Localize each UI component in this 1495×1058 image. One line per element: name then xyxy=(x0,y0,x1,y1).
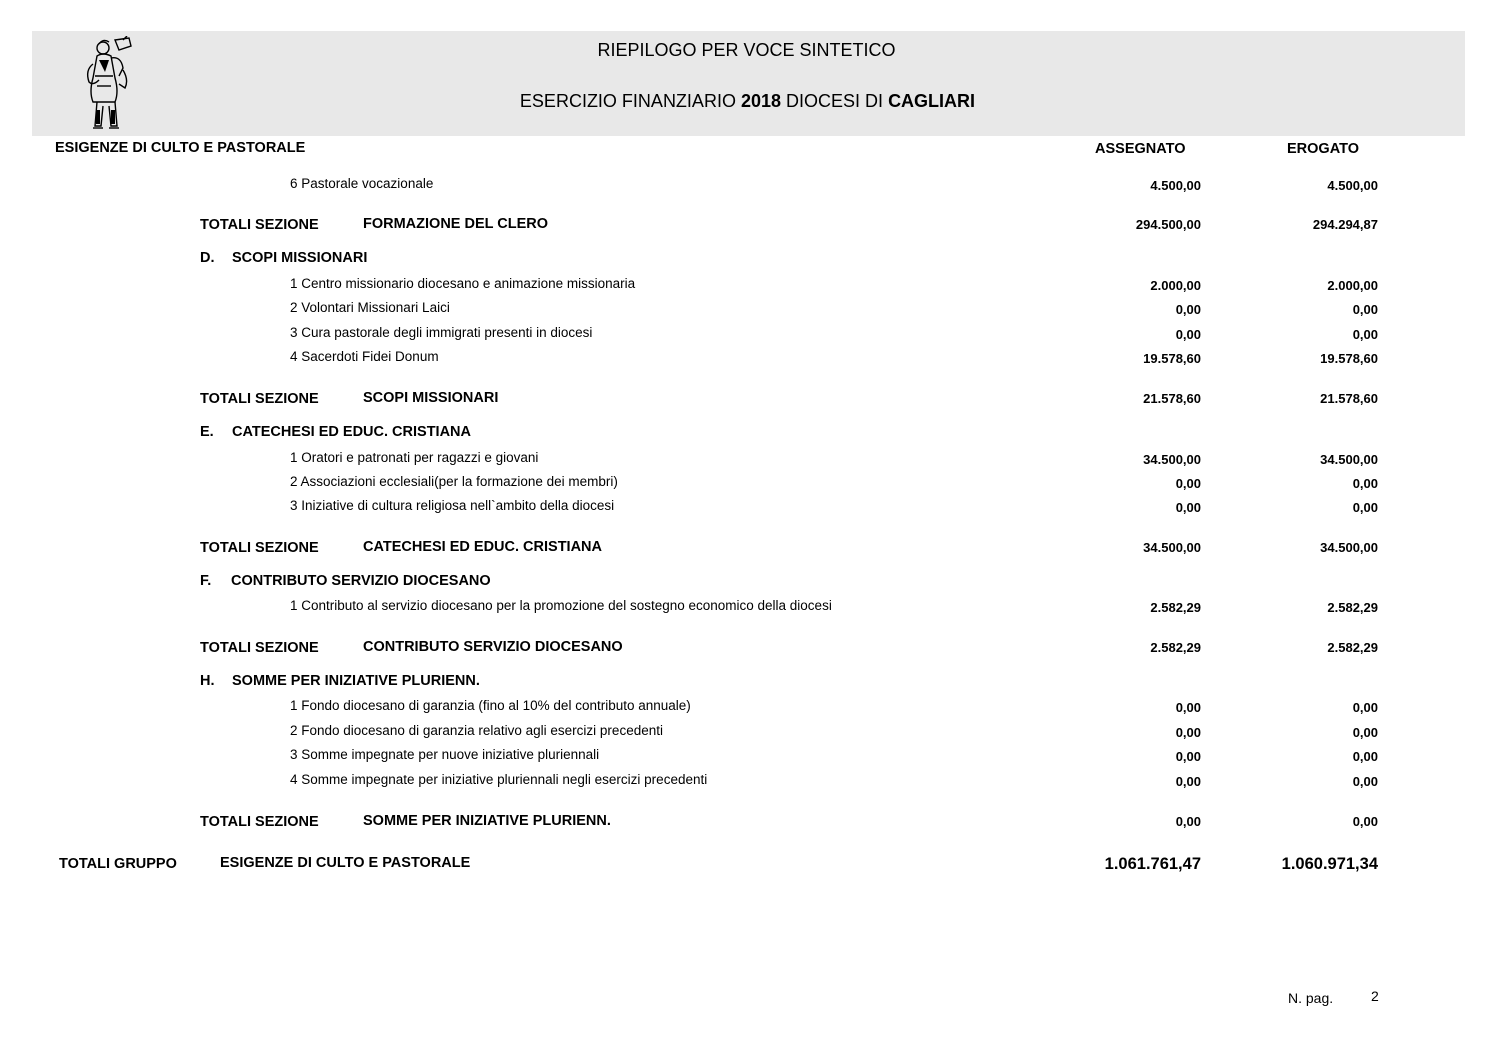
group-total-erogato: 1.060.971,34 xyxy=(1281,855,1378,873)
section-letter: F. xyxy=(200,573,212,589)
item-erogato: 34.500,00 xyxy=(1320,452,1378,467)
section-total-name: SCOPI MISSIONARI xyxy=(363,390,499,406)
section-total-label: TOTALI SEZIONE xyxy=(200,391,319,407)
item-assegnato: 34.500,00 xyxy=(1143,452,1201,467)
item-erogato: 0,00 xyxy=(1352,774,1378,789)
item-erogato: 0,00 xyxy=(1352,476,1378,491)
group-total-label: TOTALI GRUPPO xyxy=(59,856,177,872)
item-assegnato: 0,00 xyxy=(1175,327,1201,342)
section-heading: CONTRIBUTO SERVIZIO DIOCESANO xyxy=(231,573,491,589)
item-label: 2 Volontari Missionari Laici xyxy=(290,300,450,315)
item-erogato: 0,00 xyxy=(1352,500,1378,515)
item-label: 3 Cura pastorale degli immigrati presenti in diocesi xyxy=(290,325,593,340)
item-label: 6 Pastorale vocazionale xyxy=(290,176,434,191)
item-label: 1 Contributo al servizio diocesano per la promozione del sostegno economico della diocesi xyxy=(290,598,832,613)
item-erogato: 2.582,29 xyxy=(1327,600,1378,615)
section-total-name: SOMME PER INIZIATIVE PLURIENN. xyxy=(363,813,611,829)
section-total-erogato: 0,00 xyxy=(1352,814,1378,829)
group-total-name: ESIGENZE DI CULTO E PASTORALE xyxy=(220,855,471,871)
section-total-name: FORMAZIONE DEL CLERO xyxy=(363,216,549,232)
item-assegnato: 0,00 xyxy=(1175,725,1201,740)
item-assegnato: 2.582,29 xyxy=(1150,600,1201,615)
section-heading: SOMME PER INIZIATIVE PLURIENN. xyxy=(232,673,480,689)
item-assegnato: 0,00 xyxy=(1175,774,1201,789)
fiscal-year: 2018 xyxy=(740,91,782,111)
item-assegnato: 0,00 xyxy=(1175,749,1201,764)
section-letter: D. xyxy=(200,250,215,266)
item-label: 1 Centro missionario diocesano e animazione missionaria xyxy=(290,276,636,291)
section-total-assegnato: 21.578,60 xyxy=(1143,391,1201,406)
item-erogato: 0,00 xyxy=(1352,725,1378,740)
subtitle-mid: DIOCESI DI xyxy=(786,91,884,111)
item-label: 1 Oratori e patronati per ragazzi e giovani xyxy=(290,450,539,465)
column-header-erogato: EROGATO xyxy=(1287,141,1359,157)
section-letter: E. xyxy=(200,424,214,440)
section-total-label: TOTALI SEZIONE xyxy=(200,814,319,830)
section-total-name: CATECHESI ED EDUC. CRISTIANA xyxy=(363,539,602,555)
item-assegnato: 4.500,00 xyxy=(1150,178,1201,193)
item-label: 3 Somme impegnate per nuove iniziative pluriennali xyxy=(290,747,600,762)
group-title: ESIGENZE DI CULTO E PASTORALE xyxy=(55,140,306,156)
report-subtitle xyxy=(0,91,1495,112)
subtitle-prefix: ESERCIZIO FINANZIARIO xyxy=(519,91,736,111)
item-label: 1 Fondo diocesano di garanzia (fino al 10% del contributo annuale) xyxy=(290,698,691,713)
section-heading: CATECHESI ED EDUC. CRISTIANA xyxy=(232,424,471,440)
item-assegnato: 19.578,60 xyxy=(1143,351,1201,366)
group-total-assegnato: 1.061.761,47 xyxy=(1104,855,1201,873)
item-erogato: 4.500,00 xyxy=(1327,178,1378,193)
page-number-label: N. pag. xyxy=(1288,990,1334,1006)
section-total-name: CONTRIBUTO SERVIZIO DIOCESANO xyxy=(363,639,623,655)
item-assegnato: 0,00 xyxy=(1175,700,1201,715)
item-erogato: 0,00 xyxy=(1352,302,1378,317)
item-assegnato: 0,00 xyxy=(1175,302,1201,317)
diocese-name: CAGLIARI xyxy=(888,91,976,111)
section-heading: SCOPI MISSIONARI xyxy=(232,250,368,266)
item-label: 4 Sacerdoti Fidei Donum xyxy=(290,349,439,364)
section-total-label: TOTALI SEZIONE xyxy=(200,540,319,556)
section-total-assegnato: 0,00 xyxy=(1175,814,1201,829)
section-total-assegnato: 34.500,00 xyxy=(1143,540,1201,555)
item-erogato: 0,00 xyxy=(1352,749,1378,764)
item-label: 4 Somme impegnate per iniziative pluriennali negli esercizi precedenti xyxy=(290,772,708,787)
page-number: 2 xyxy=(1371,988,1379,1004)
section-total-label: TOTALI SEZIONE xyxy=(200,640,319,656)
report-title: RIEPILOGO PER VOCE SINTETICO xyxy=(597,40,896,60)
section-total-label: TOTALI SEZIONE xyxy=(200,217,319,233)
item-assegnato: 0,00 xyxy=(1175,476,1201,491)
item-erogato: 0,00 xyxy=(1352,700,1378,715)
column-header-assegnato: ASSEGNATO xyxy=(1095,141,1186,157)
item-erogato: 19.578,60 xyxy=(1320,351,1378,366)
item-label: 2 Fondo diocesano di garanzia relativo agli esercizi precedenti xyxy=(290,723,663,738)
item-label: 2 Associazioni ecclesiali(per la formazione dei membri) xyxy=(290,474,618,489)
item-assegnato: 2.000,00 xyxy=(1150,278,1201,293)
section-letter: H. xyxy=(200,673,215,689)
section-total-erogato: 21.578,60 xyxy=(1320,391,1378,406)
item-label: 3 Iniziative di cultura religiosa nell`ambito della diocesi xyxy=(290,498,615,513)
section-total-assegnato: 294.500,00 xyxy=(1135,217,1201,232)
item-erogato: 0,00 xyxy=(1352,327,1378,342)
item-assegnato: 0,00 xyxy=(1175,500,1201,515)
section-total-erogato: 294.294,87 xyxy=(1312,217,1378,232)
section-total-erogato: 2.582,29 xyxy=(1327,640,1378,655)
section-total-assegnato: 2.582,29 xyxy=(1150,640,1201,655)
item-erogato: 2.000,00 xyxy=(1327,278,1378,293)
section-total-erogato: 34.500,00 xyxy=(1320,540,1378,555)
